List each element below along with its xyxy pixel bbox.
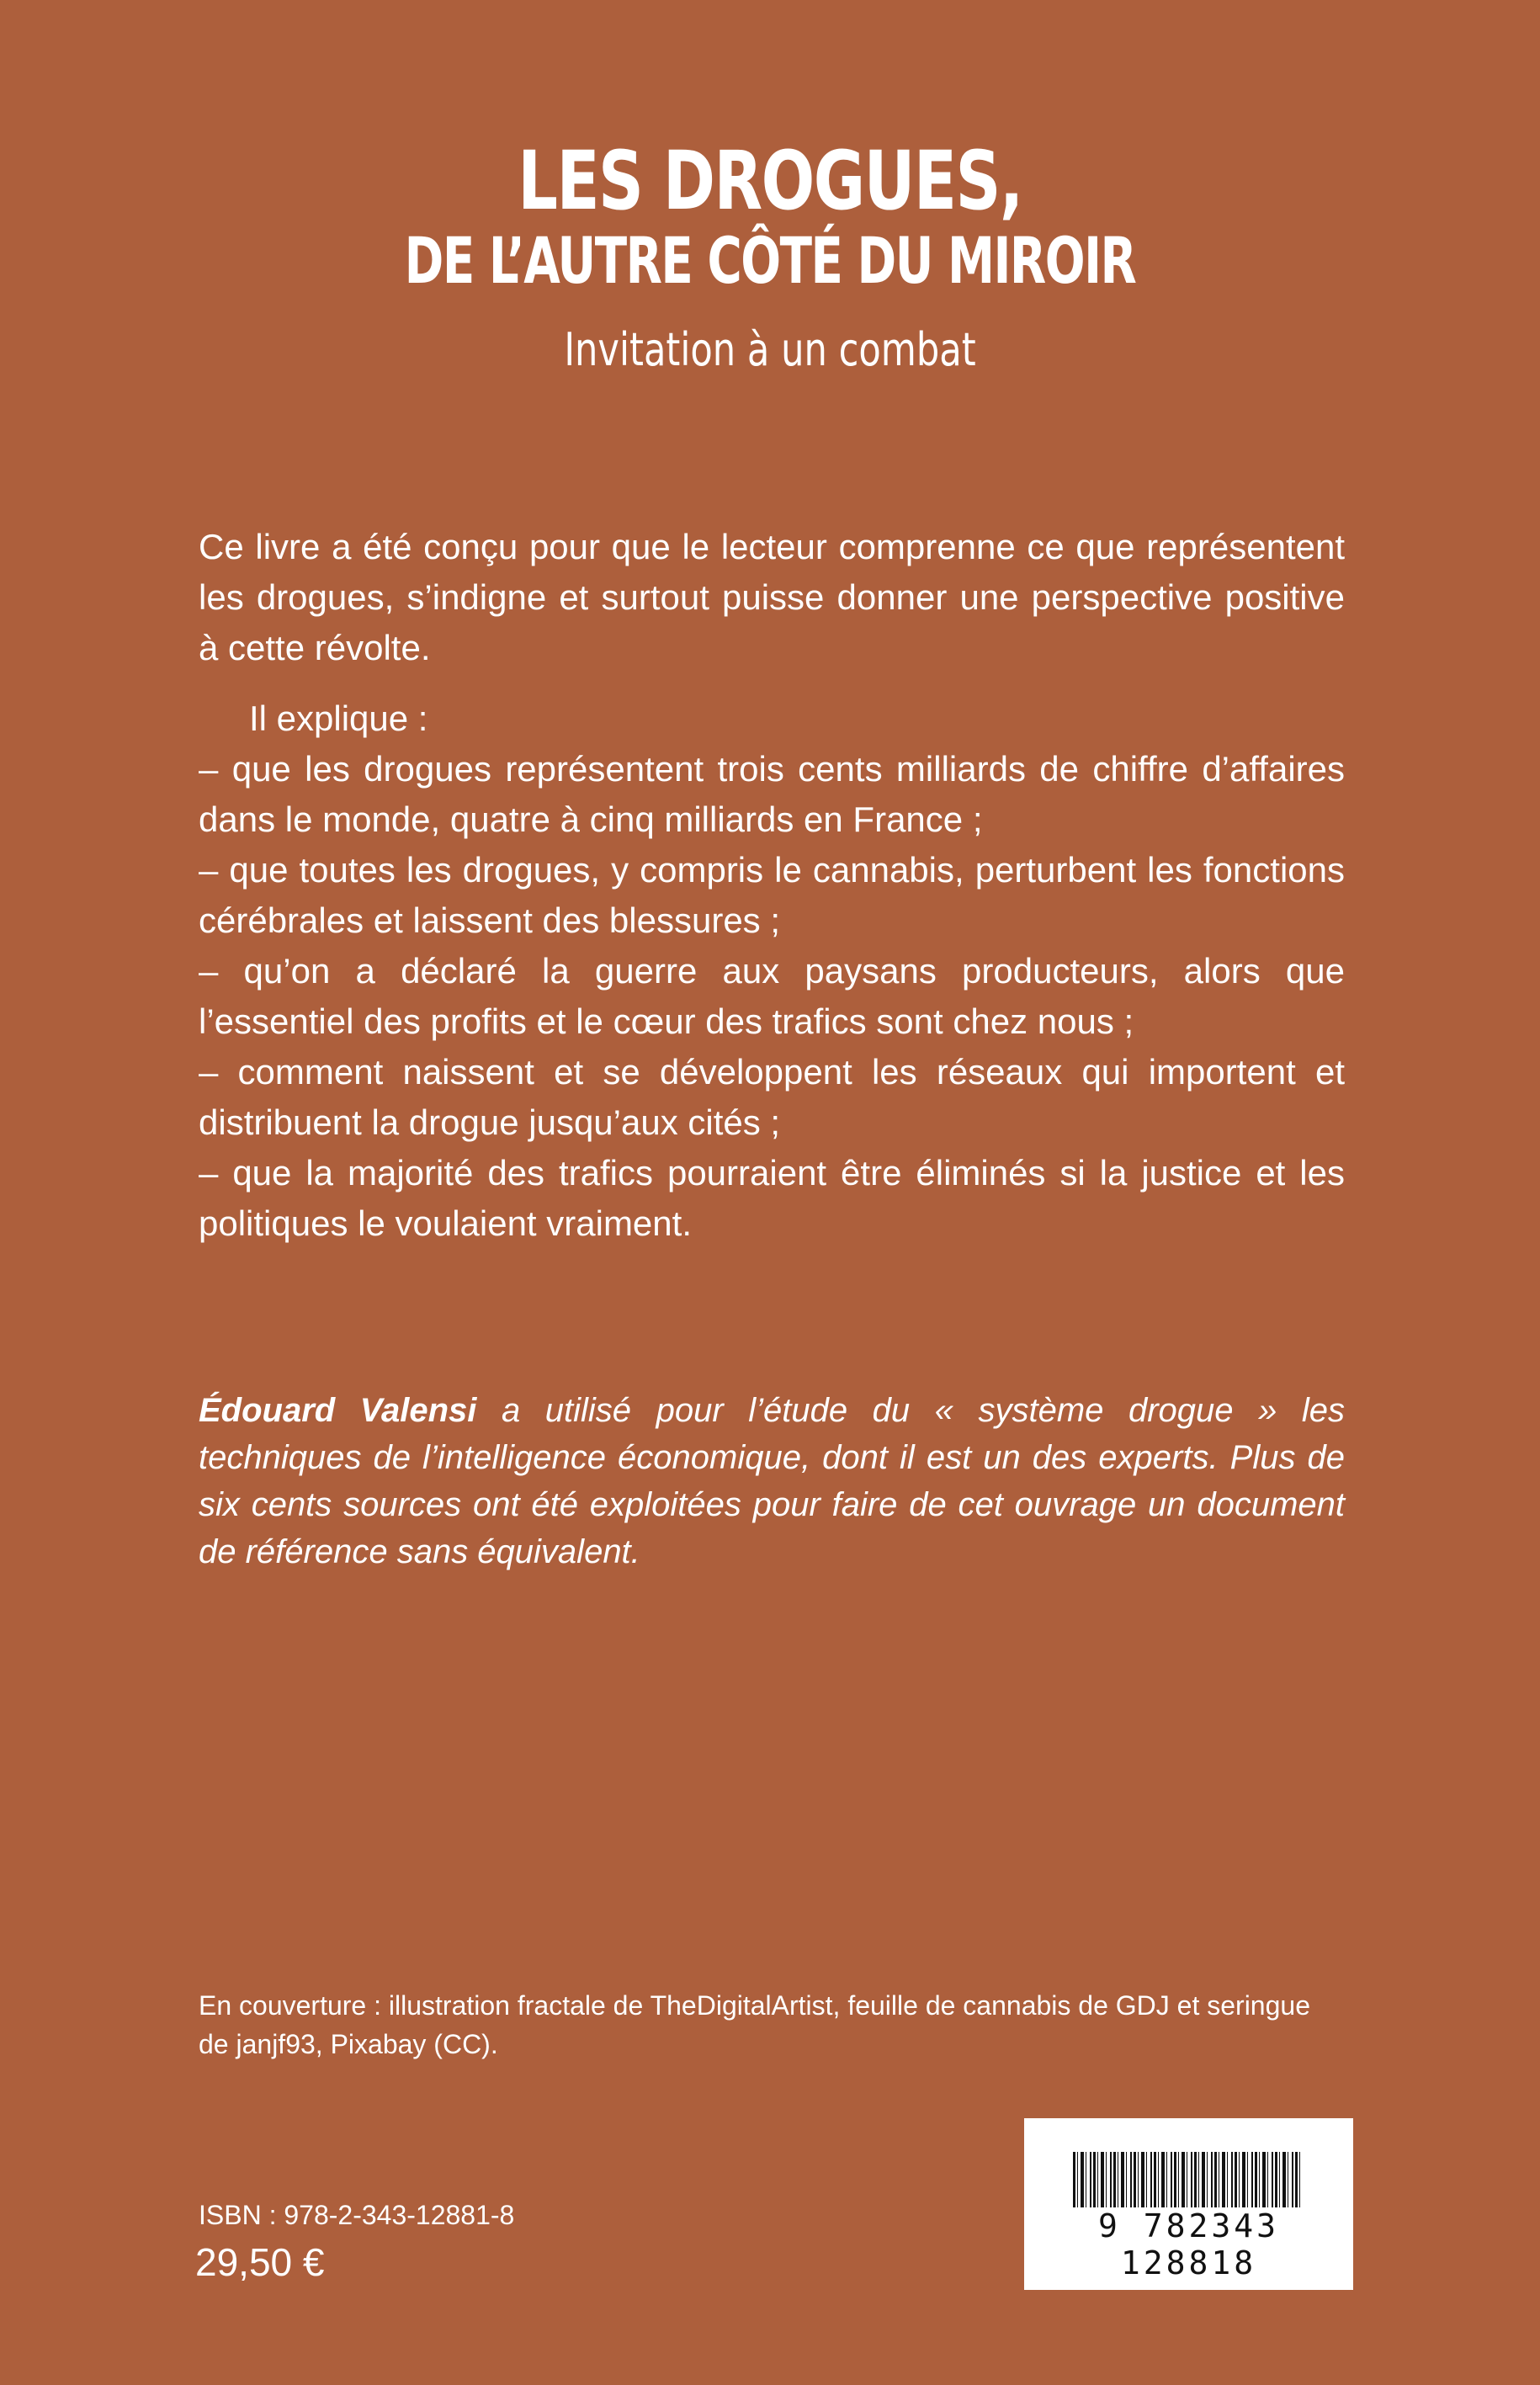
book-title-continued: DE L’AUTRE CÔTÉ DU MIROIR bbox=[404, 223, 1136, 298]
barcode-digits: 9 782343 128818 bbox=[1049, 2207, 1328, 2281]
isbn: ISBN : 978-2-343-12881-8 bbox=[199, 2200, 515, 2230]
author-bio-text: a utilisé pour l’étude du « système drogue » les techniques de l’intelligence économique, dont il est un des experts. Plus de six cents sources ont été exploitées pour faire de cet ouvrage un document de référence sans équivalent. bbox=[199, 1392, 1346, 1570]
summary-bullet: – que toutes les drogues, y compris le cannabis, perturbent les fonctions cérébrales et laissent des blessures ; bbox=[199, 850, 1345, 940]
summary-bullet: – que les drogues représentent trois cents milliards de chiffre d’affaires dans le monde, quatre à cinq milliards en France ; bbox=[199, 749, 1345, 839]
author-name: Édouard Valensi bbox=[199, 1392, 477, 1429]
summary-explique: Il explique : bbox=[249, 699, 428, 738]
summary-bullet: – comment naissent et se développent les réseaux qui importent et distribuent la drogue jusqu’aux cités ; bbox=[199, 1052, 1345, 1142]
title-block bbox=[0, 134, 1540, 380]
book-subtitle: Invitation à un combat bbox=[564, 323, 976, 376]
summary-intro: Ce livre a été conçu pour que le lecteur comprenne ce que représentent les drogues, s’indigne et surtout puisse donner une perspective positive à cette révolte. bbox=[199, 527, 1345, 667]
book-title: LES DROGUES, bbox=[518, 134, 1022, 228]
summary-bullet: – qu’on a déclaré la guerre aux paysans producteurs, alors que l’essentiel des profits et le cœur des trafics sont chez nous ; bbox=[199, 951, 1345, 1041]
price: 29,50 € bbox=[195, 2240, 325, 2284]
cover-credits: En couverture : illustration fractale de TheDigitalArtist, feuille de cannabis de GDJ et seringue de janjf93, Pixabay (CC). bbox=[199, 1990, 1310, 2059]
author-bio bbox=[199, 1387, 1345, 1575]
barcode bbox=[1024, 2118, 1353, 2290]
summary-bullet: – que la majorité des trafics pourraient être éliminés si la justice et les politiques le voulaient vraiment. bbox=[199, 1153, 1345, 1243]
summary-block bbox=[199, 522, 1345, 1249]
